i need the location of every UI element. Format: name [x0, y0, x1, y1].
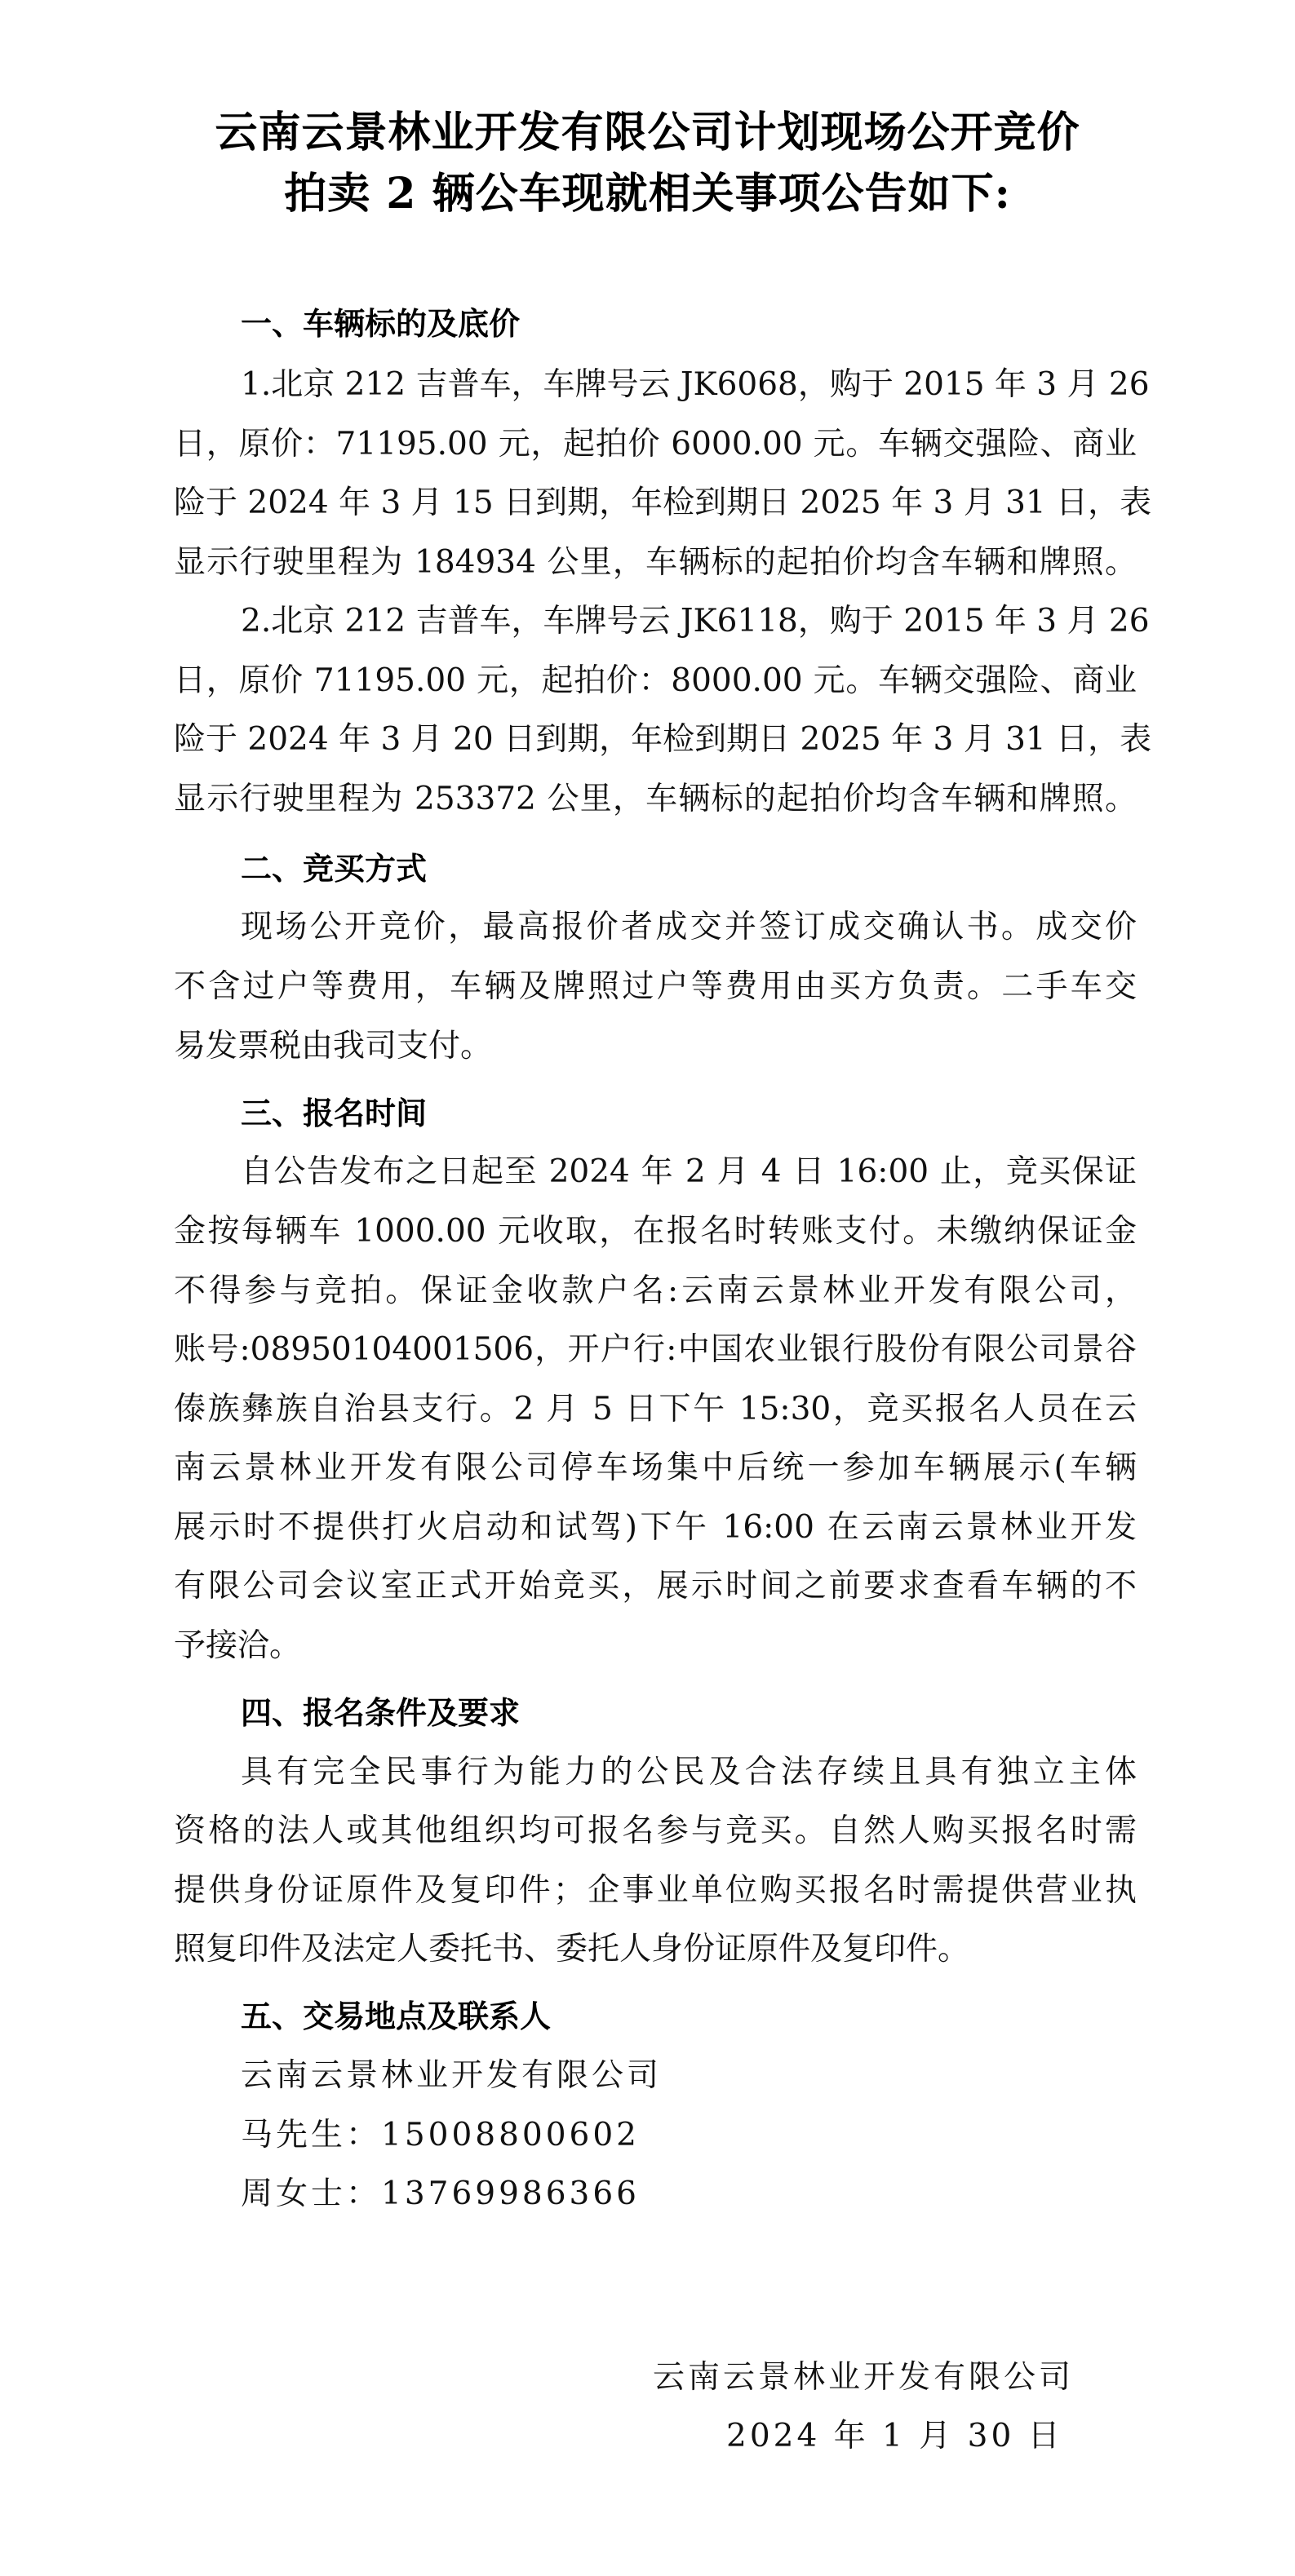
section-3-line: 不得参与竞拍。保证金收款户名:云南云景林业开发有限公司，: [174, 1273, 1137, 1309]
section-1-line: 2.北京 212 吉普车，车牌号云 JK6118，购于 2015 年 3 月 26: [241, 603, 1150, 640]
signature-company: 云南云景林业开发有限公司: [653, 2359, 1075, 2396]
section-3-line: 账号:08950104001506，开户行:中国农业银行股份有限公司景谷: [174, 1331, 1137, 1368]
section-1-line: 显示行驶里程为 184934 公里，车辆标的起拍价均含车辆和牌照。: [174, 544, 1137, 581]
signature-date: 2024 年 1 月 30 日: [726, 2418, 1063, 2454]
title-line-1: 云南云景林业开发有限公司计划现场公开竞价: [215, 108, 1080, 157]
section-4-heading: 四、报名条件及要求: [241, 1695, 521, 1731]
title-line-2: 拍卖 2 辆公车现就相关事项公告如下:: [284, 169, 1011, 219]
section-4-line: 资格的法人或其他组织均可报名参与竞买。自然人购买报名时需: [174, 1812, 1137, 1849]
contact-ma-phone: 马先生：15008800602: [241, 2117, 640, 2153]
section-3-line: 傣族彝族自治县支行。2 月 5 日下午 15:30，竞买报名人员在云: [174, 1391, 1137, 1427]
section-3-heading: 三、报名时间: [241, 1095, 428, 1131]
contact-company: 云南云景林业开发有限公司: [241, 2057, 663, 2094]
section-1-line: 日，原价：71195.00 元，起拍价 6000.00 元。车辆交强险、商业: [174, 426, 1137, 463]
section-4-line: 具有完全民事行为能力的公民及合法存续且具有独立主体: [241, 1754, 1137, 1790]
section-3-line: 有限公司会议室正式开始竞买，展示时间之前要求查看车辆的不: [174, 1568, 1137, 1604]
section-2-line: 现场公开竞价，最高报价者成交并签订成交确认书。成交价: [241, 909, 1137, 945]
section-3-line: 予接洽。: [174, 1627, 302, 1664]
section-2-line: 易发票税由我司支付。: [174, 1028, 493, 1064]
section-1-heading: 一、车辆标的及底价: [241, 306, 521, 342]
section-4-line: 照复印件及法定人委托书、委托人身份证原件及复印件。: [174, 1931, 970, 1967]
section-3-line: 自公告发布之日起至 2024 年 2 月 4 日 16:00 止，竞买保证: [241, 1153, 1137, 1190]
section-3-line: 金按每辆车 1000.00 元收取，在报名时转账支付。未缴纳保证金: [174, 1213, 1137, 1250]
section-5-heading: 五、交易地点及联系人: [241, 1998, 552, 2034]
section-1-line: 日，原价 71195.00 元，起拍价：8000.00 元。车辆交强险、商业: [174, 662, 1137, 699]
section-3-line: 展示时不提供打火启动和试驾)下午 16:00 在云南云景林业开发: [174, 1509, 1137, 1546]
section-4-line: 提供身份证原件及复印件；企事业单位购买报名时需提供营业执: [174, 1872, 1137, 1909]
section-1-line: 险于 2024 年 3 月 15 日到期，年检到期日 2025 年 3 月 31 日，表: [174, 485, 1152, 521]
section-2-heading: 二、竞买方式: [241, 851, 428, 887]
section-2-line: 不含过户等费用，车辆及牌照过户等费用由买方负责。二手车交: [174, 968, 1137, 1005]
contact-zhou-phone: 周女士：13769986366: [241, 2175, 640, 2212]
section-1-line: 1.北京 212 吉普车，车牌号云 JK6068，购于 2015 年 3 月 26: [241, 366, 1150, 403]
section-1-line: 险于 2024 年 3 月 20 日到期，年检到期日 2025 年 3 月 31 日，表: [174, 721, 1152, 758]
section-1-line: 显示行驶里程为 253372 公里，车辆标的起拍价均含车辆和牌照。: [174, 781, 1137, 817]
section-3-line: 南云景林业开发有限公司停车场集中后统一参加车辆展示(车辆: [174, 1450, 1137, 1486]
